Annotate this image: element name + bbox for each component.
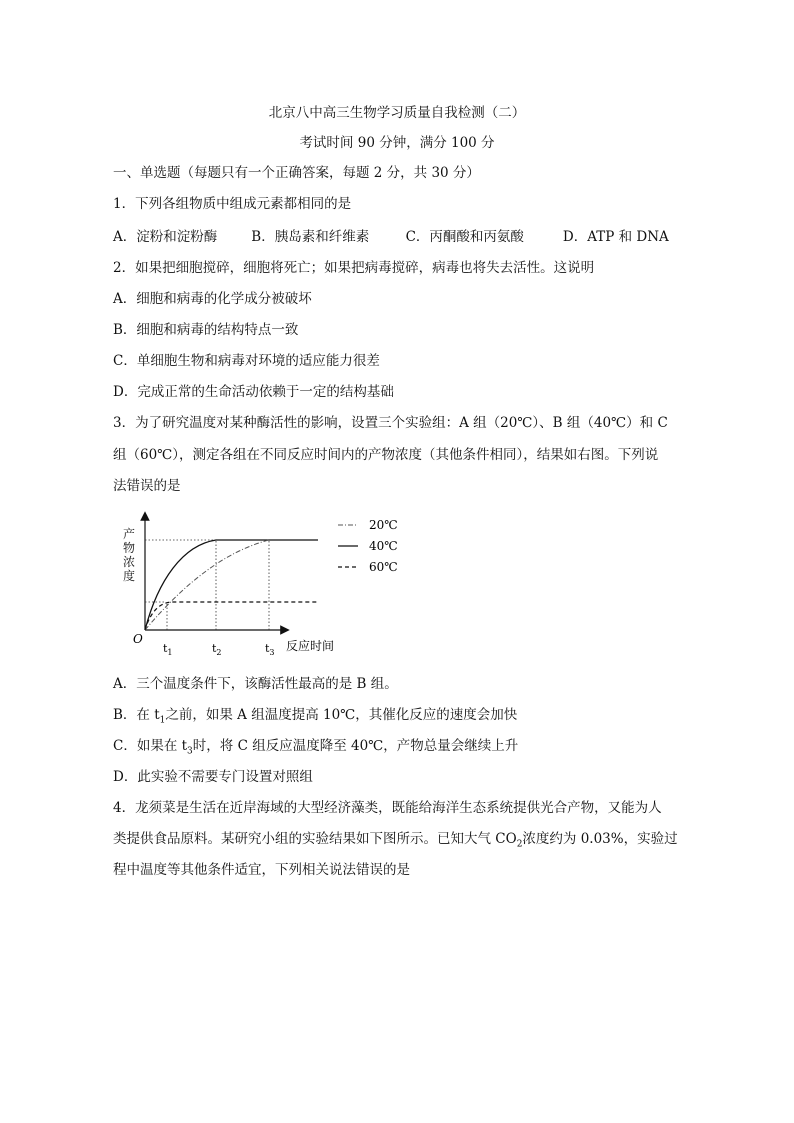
series-20c-line [145, 540, 269, 630]
q1-option-a: A．淀粉和淀粉酶 [113, 229, 218, 245]
series-60c-line [145, 602, 318, 630]
q1-options [113, 228, 669, 246]
q3-option-b: B．在 $t_1$之前，如果 A 组温度提高 10℃，其催化反应的速度会加快 [113, 707, 518, 726]
q4-line-3: 程中温度等其他条件适宜，下列相关说法错误的是 [113, 862, 410, 878]
y-label-char-1: 产 [123, 527, 136, 541]
q1-option-b: B．胰岛素和纤维素 [251, 229, 370, 245]
q1-option-d: D．ATP 和 DNA [562, 229, 669, 245]
legend-20c-label: 20℃ [369, 518, 398, 532]
q2-option-c: C．单细胞生物和病毒对环境的适应能力很差 [113, 353, 380, 369]
x-tick-t3: $t_3$ [265, 642, 275, 657]
y-label-char-2: 物 [123, 541, 136, 555]
page-subtitle: 考试时间 90 分钟，满分 100 分 [299, 135, 495, 151]
q1-stem: 1．下列各组物质中组成元素都相同的是 [113, 196, 352, 212]
page-title: 北京八中高三生物学习质量自我检测（二） [268, 105, 526, 121]
q4-line-1: 4．龙须菜是生活在近岸海域的大型经济藻类，既能给海洋生态系统提供光合产物，又能为人 [113, 800, 662, 816]
q3-option-a: A．三个温度条件下，该酶活性最高的是 B 组。 [113, 676, 398, 692]
q1-option-c: C．丙酮酸和丙氨酸 [405, 229, 524, 245]
q2-option-a: A．细胞和病毒的化学成分被破坏 [113, 291, 312, 307]
section-heading: 一、单选题（每题只有一个正确答案，每题 2 分，共 30 分） [113, 165, 480, 181]
q3-stem-line-3: 法错误的是 [113, 478, 181, 494]
y-axis-label [123, 526, 135, 583]
q3-option-c: C．如果在 $t_3$时，将 C 组反应温度降至 40℃，产物总量会继续上升 [113, 738, 519, 757]
q2-stem: 2．如果把细胞搅碎，细胞将死亡；如果把病毒搅碎，病毒也将失去活性。这说明 [113, 260, 595, 276]
origin-label: O [133, 632, 143, 646]
legend-60c-label: 60℃ [369, 560, 398, 574]
legend [338, 518, 398, 574]
series-40c-line [145, 540, 318, 630]
q3-option-d: D．此实验不需要专门设置对照组 [113, 769, 313, 785]
y-label-char-4: 度 [123, 569, 136, 583]
q3-stem-line-1: 3．为了研究温度对某种酶活性的影响，设置三个实验组：A 组（20℃）、B 组（40℃）和 C [113, 415, 668, 431]
x-axis-label: 反应时间 [286, 639, 335, 653]
q3-stem-line-2: 组（60℃），测定各组在不同反应时间内的产物浓度（其他条件相同），结果如右图。下列说 [113, 447, 659, 463]
y-label-char-3: 浓 [123, 555, 136, 569]
x-tick-t2: $t_2$ [212, 642, 222, 657]
q2-option-d: D．完成正常的生命活动依赖于一定的结构基础 [113, 384, 394, 400]
q4-line-2: 类提供食品原料。某研究小组的实验结果如下图所示。已知大气 $CO_2$浓度约为 0.03%，实验过 [113, 831, 678, 850]
legend-40c-label: 40℃ [369, 539, 398, 553]
enzyme-activity-chart [113, 510, 413, 660]
q2-option-b: B．细胞和病毒的结构特点一致 [113, 322, 299, 338]
x-tick-t1: $t_1$ [163, 642, 173, 657]
